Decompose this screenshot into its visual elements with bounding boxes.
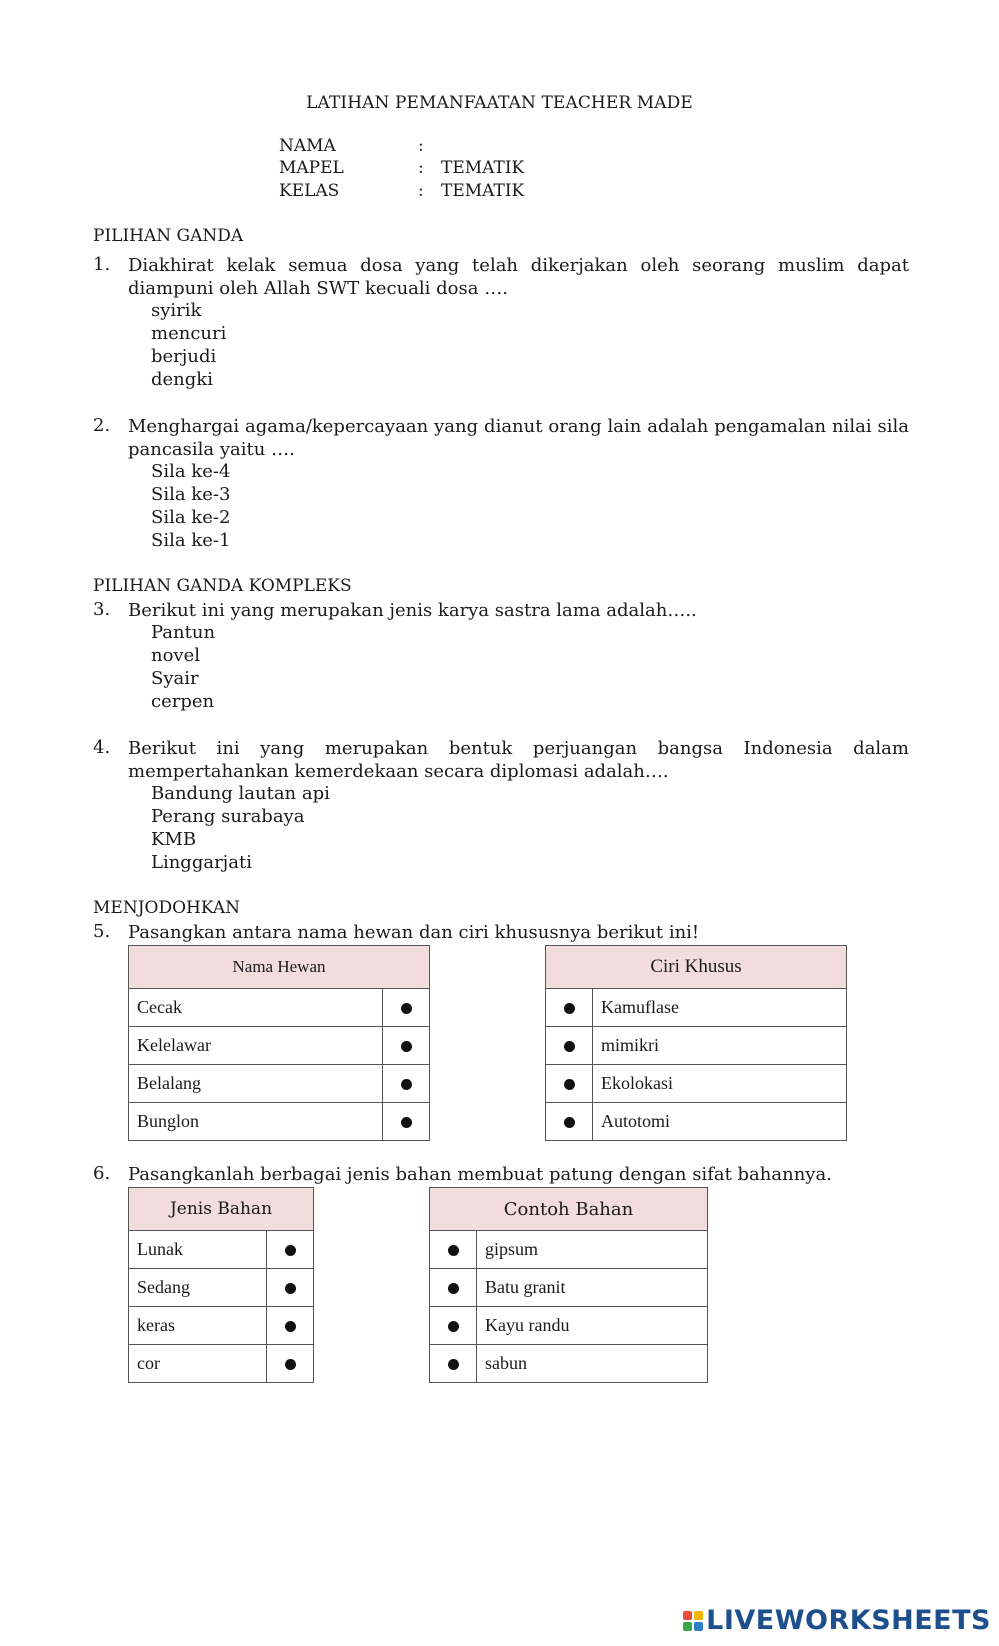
question-number: 4. xyxy=(93,737,111,758)
table-cell: gipsum xyxy=(477,1231,708,1269)
match-dot[interactable] xyxy=(430,1345,477,1383)
class-colon: : xyxy=(418,181,424,201)
match5-left-table xyxy=(128,945,430,1141)
table-cell: Autotomi xyxy=(593,1103,847,1141)
match-dot[interactable] xyxy=(267,1269,314,1307)
match-dot[interactable] xyxy=(430,1269,477,1307)
table-cell: Kayu randu xyxy=(477,1307,708,1345)
dot-icon xyxy=(285,1359,296,1370)
table-header: Ciri Khusus xyxy=(546,946,847,989)
option[interactable]: Sila ke-4 xyxy=(151,461,231,482)
table-cell: Ekolokasi xyxy=(593,1065,847,1103)
match-dot[interactable] xyxy=(383,1103,430,1141)
section-matching: MENJODOHKAN xyxy=(93,898,240,918)
match-dot[interactable] xyxy=(267,1231,314,1269)
option[interactable]: mencuri xyxy=(151,323,227,344)
match-dot[interactable] xyxy=(430,1231,477,1269)
logo-mark-icon xyxy=(683,1611,703,1631)
table-cell: Kelelawar xyxy=(129,1027,383,1065)
option[interactable]: KMB xyxy=(151,829,197,850)
table-cell: Kamuflase xyxy=(593,989,847,1027)
dot-icon xyxy=(448,1245,459,1256)
class-value: TEMATIK xyxy=(441,181,525,201)
subject-label: MAPEL xyxy=(279,158,344,178)
table-cell: Cecak xyxy=(129,989,383,1027)
subject-value: TEMATIK xyxy=(441,158,525,178)
option[interactable]: Perang surabaya xyxy=(151,806,305,827)
dot-icon xyxy=(564,1117,575,1128)
dot-icon xyxy=(401,1079,412,1090)
question-text: Diakhirat kelak semua dosa yang telah dikerjakan oleh seorang muslim dapat diampuni oleh Allah SWT kecuali dosa …. xyxy=(128,255,909,299)
table-cell: Sedang xyxy=(129,1269,267,1307)
option[interactable]: syirik xyxy=(151,300,202,321)
table-header: Nama Hewan xyxy=(129,946,430,989)
dot-icon xyxy=(285,1283,296,1294)
liveworksheets-logo[interactable] xyxy=(683,1605,991,1636)
class-label: KELAS xyxy=(279,181,340,201)
option[interactable]: Sila ke-1 xyxy=(151,530,231,551)
match-dot[interactable] xyxy=(267,1345,314,1383)
section-multiple-choice: PILIHAN GANDA xyxy=(93,226,244,246)
dot-icon xyxy=(401,1041,412,1052)
option[interactable]: Sila ke-3 xyxy=(151,484,231,505)
dot-icon xyxy=(564,1041,575,1052)
dot-icon xyxy=(401,1117,412,1128)
question-number: 1. xyxy=(93,254,111,275)
question-text: Berikut ini yang merupakan bentuk perjuangan bangsa Indonesia dalam mempertahankan kemerdekaan secara diplomasi adalah…. xyxy=(128,738,909,782)
option[interactable]: Bandung lautan api xyxy=(151,783,330,804)
dot-icon xyxy=(448,1359,459,1370)
logo-text: LIVEWORKSHEETS xyxy=(706,1605,991,1636)
match-dot[interactable] xyxy=(383,1065,430,1103)
question-number: 3. xyxy=(93,599,111,620)
question-number: 5. xyxy=(93,921,111,942)
option[interactable]: berjudi xyxy=(151,346,217,367)
table-cell: Batu granit xyxy=(477,1269,708,1307)
option[interactable]: Pantun xyxy=(151,622,216,643)
subject-colon: : xyxy=(418,158,424,178)
name-label: NAMA xyxy=(279,136,336,156)
match-dot[interactable] xyxy=(546,989,593,1027)
question-text: Berikut ini yang merupakan jenis karya sastra lama adalah….. xyxy=(128,600,697,621)
match-dot[interactable] xyxy=(430,1307,477,1345)
option[interactable]: dengki xyxy=(151,369,213,390)
question-number: 2. xyxy=(93,415,111,436)
question-text: Menghargai agama/kepercayaan yang dianut orang lain adalah pengamalan nilai sila pancasila yaitu …. xyxy=(128,416,909,460)
question-text: Pasangkan antara nama hewan dan ciri khususnya berikut ini! xyxy=(128,922,700,943)
table-cell: keras xyxy=(129,1307,267,1345)
option[interactable]: Syair xyxy=(151,668,199,689)
table-cell: mimikri xyxy=(593,1027,847,1065)
match-dot[interactable] xyxy=(267,1307,314,1345)
section-complex-choice: PILIHAN GANDA KOMPLEKS xyxy=(93,576,352,596)
match-dot[interactable] xyxy=(546,1103,593,1141)
option[interactable]: Linggarjati xyxy=(151,852,252,873)
question-text: Pasangkanlah berbagai jenis bahan membuat patung dengan sifat bahannya. xyxy=(128,1164,832,1185)
match6-left-table xyxy=(128,1187,314,1383)
dot-icon xyxy=(564,1003,575,1014)
match-dot[interactable] xyxy=(546,1027,593,1065)
table-cell: cor xyxy=(129,1345,267,1383)
match-dot[interactable] xyxy=(383,989,430,1027)
dot-icon xyxy=(401,1003,412,1014)
match6-right-table xyxy=(429,1187,708,1383)
dot-icon xyxy=(285,1245,296,1256)
table-cell: Bunglon xyxy=(129,1103,383,1141)
match5-right-table xyxy=(545,945,847,1141)
option[interactable]: cerpen xyxy=(151,691,215,712)
match-dot[interactable] xyxy=(383,1027,430,1065)
name-colon: : xyxy=(418,136,424,156)
option[interactable]: novel xyxy=(151,645,201,666)
question-number: 6. xyxy=(93,1163,111,1184)
match-dot[interactable] xyxy=(546,1065,593,1103)
worksheet-title: LATIHAN PEMANFAATAN TEACHER MADE xyxy=(306,93,693,113)
dot-icon xyxy=(285,1321,296,1332)
table-cell: Belalang xyxy=(129,1065,383,1103)
option[interactable]: Sila ke-2 xyxy=(151,507,231,528)
dot-icon xyxy=(564,1079,575,1090)
dot-icon xyxy=(448,1321,459,1332)
table-header: Contoh Bahan xyxy=(430,1188,708,1231)
table-cell: Lunak xyxy=(129,1231,267,1269)
dot-icon xyxy=(448,1283,459,1294)
table-cell: sabun xyxy=(477,1345,708,1383)
table-header: Jenis Bahan xyxy=(129,1188,314,1231)
